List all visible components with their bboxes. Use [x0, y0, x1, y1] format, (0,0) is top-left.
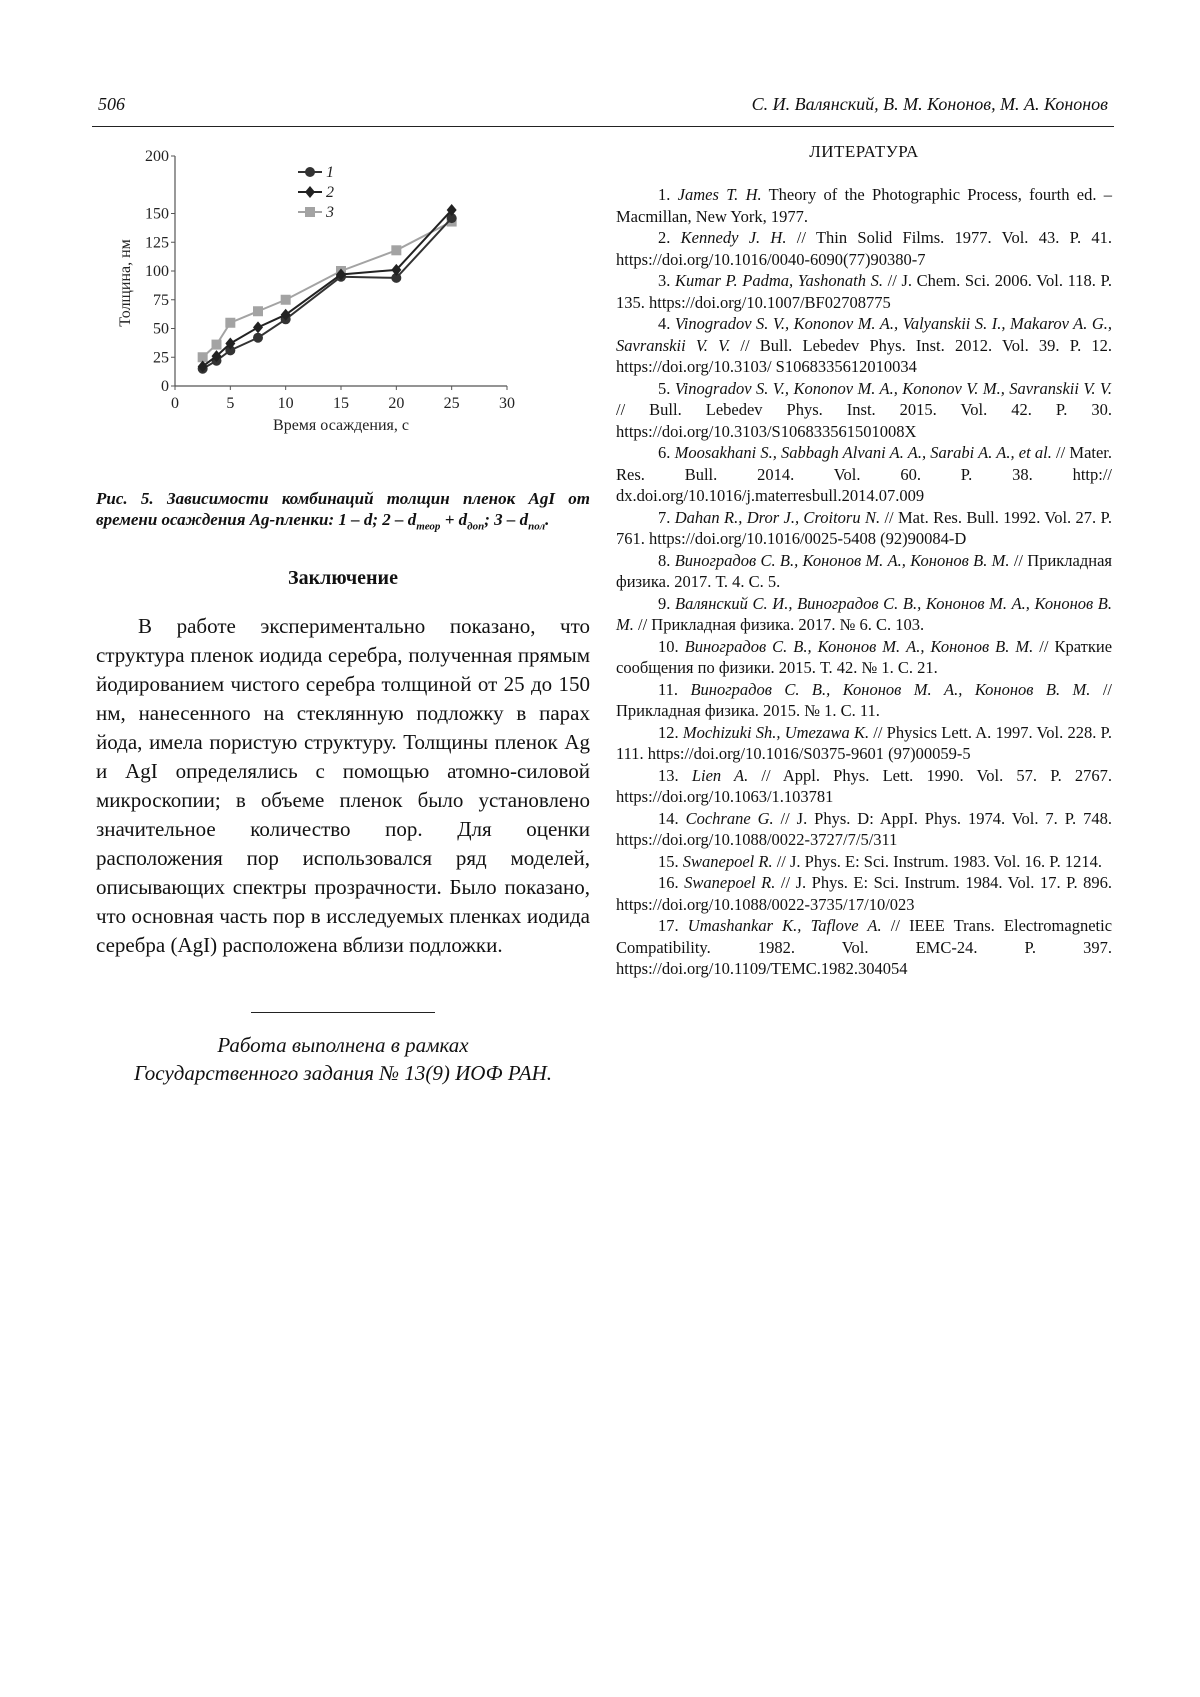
- reference-number: 12.: [658, 722, 683, 742]
- caption-text: + d: [440, 510, 468, 529]
- reference-item: [616, 442, 1112, 507]
- y-tick-label: 75: [153, 291, 169, 309]
- page-number: 506: [98, 94, 125, 114]
- page-header: [92, 88, 1114, 127]
- y-tick-label: 25: [153, 349, 169, 367]
- reference-authors: Vinogradov S. V., Kononov M. A., Kononov V. M., Savranskii V. V.: [674, 378, 1112, 398]
- funding-line-1: Работа выполнена в рамках: [217, 1033, 469, 1058]
- reference-item: [616, 593, 1112, 636]
- reference-number: 11.: [658, 679, 691, 699]
- reference-item: [616, 184, 1112, 227]
- reference-number: 6.: [658, 443, 675, 462]
- reference-authors: Vinogradov S. V., Kononov M. A., Valyanskii S. I., Makarov A. G., Savranskii V. V.: [616, 314, 1113, 355]
- reference-number: 15.: [658, 851, 683, 871]
- legend-entry-3: [298, 204, 334, 221]
- x-tick-label: 25: [443, 395, 460, 412]
- reference-authors: Валянский С. И., Виноградов С. В., Кононов М. А., Кононов В. М.: [616, 593, 1112, 634]
- reference-item: [616, 227, 1112, 270]
- reference-number: 7.: [658, 507, 675, 527]
- y-axis-label: Толщина, нм: [117, 239, 134, 327]
- x-tick-label: 20: [388, 395, 405, 412]
- reference-source: // Mater. Res. Bull. 2014. Vol. 60. P. 38. http:// dx.doi.org/10.1016/j.materresbull.2014.07.009: [616, 443, 1113, 505]
- chart-series: [198, 204, 457, 374]
- reference-source: // IEEE Trans. Electromagnetic Compatibility. 1982. Vol. EMC-24. P. 397. https://doi.org/10.1109/TEMC.1982.304054: [616, 916, 1113, 978]
- legend-marker: [305, 167, 315, 177]
- reference-source: // Appl. Phys. Lett. 1990. Vol. 57. P. 2767. https://doi.org/10.1063/1.103781: [616, 765, 1112, 806]
- caption-subscript: пол: [528, 520, 546, 533]
- reference-source: Theory of the Photographic Process, fourth ed. – Macmillan, New York, 1977.: [616, 185, 1112, 226]
- references-list: [616, 184, 1112, 980]
- funding-note: [96, 1031, 590, 1087]
- caption-text: Рис. 5. Зависимости комбинаций толщин пленок AgI от времени осаждения Ag-пленки: 1 – d; 2 – d: [96, 489, 590, 529]
- reference-authors: James T. H.: [677, 185, 762, 204]
- reference-item: [616, 313, 1112, 378]
- y-tick-label: 125: [145, 234, 169, 252]
- reference-source: // J. Chem. Sci. 2006. Vol. 118. P. 135. https://doi.org/10.1007/BF02708775: [616, 271, 1112, 312]
- reference-source: // Прикладная физика. 2017. Т. 4. С. 5.: [616, 550, 1112, 591]
- reference-number: 9.: [658, 593, 675, 613]
- section-title-conclusion: Заключение: [288, 567, 398, 590]
- footnote-divider: [251, 1012, 435, 1013]
- legend-entry-1: [298, 164, 334, 181]
- reference-item: [616, 636, 1112, 679]
- reference-authors: Mochizuki Sh., Umezawa K.: [682, 722, 870, 742]
- reference-item: [616, 550, 1112, 593]
- reference-item: [616, 872, 1112, 915]
- x-tick-label: 10: [277, 395, 294, 412]
- reference-source: // Thin Solid Films. 1977. Vol. 43. P. 41. https://doi.org/10.1016/0040-6090(77)90380-7: [616, 228, 1113, 269]
- caption-text: .: [545, 510, 550, 529]
- reference-item: [616, 808, 1112, 851]
- reference-authors: Swanepoel R.: [682, 851, 773, 871]
- data-point: [391, 245, 401, 255]
- reference-number: 2.: [658, 228, 681, 247]
- funding-line-2: Государственного задания № 13(9) ИОФ РАН.: [133, 1061, 553, 1086]
- reference-source: // Mat. Res. Bull. 1992. Vol. 27. P. 761. https://doi.org/10.1016/0025-5408 (92)90084-D: [616, 507, 1113, 548]
- legend-marker: [305, 186, 315, 198]
- legend-label: 3: [326, 204, 334, 221]
- reference-source: // Прикладная физика. 2015. № 1. С. 11.: [616, 679, 1112, 720]
- data-point: [212, 340, 222, 350]
- reference-source: // Physics Lett. A. 1997. Vol. 228. P. 111. https://doi.org/10.1016/S0375-9601 (97)00059-5: [616, 722, 1113, 763]
- reference-authors: Lien A.: [691, 765, 749, 785]
- reference-item: [616, 679, 1112, 722]
- caption-subscript: теор: [416, 520, 441, 533]
- reference-source: // Bull. Lebedev Phys. Inst. 2012. Vol. 39. P. 12. https://doi.org/10.3103/ S106833561201003​4: [616, 335, 1113, 376]
- reference-authors: Moosakhani S., Sabbagh Alvani A. A., Sarabi A. A., et al.: [674, 443, 1052, 462]
- reference-source: // Краткие сообщения по физики. 2015. Т. 42. № 1. С. 21.: [616, 636, 1113, 677]
- y-tick-label: 200: [145, 148, 169, 165]
- reference-item: [616, 270, 1112, 313]
- reference-authors: Виноградов С. В., Кононов М. А., Кононов В. М.: [690, 679, 1091, 699]
- data-point: [253, 306, 263, 316]
- reference-authors: Dahan R., Dror J., Croitoru N.: [674, 507, 881, 527]
- reference-source: // J. Phys. E: Sci. Instrum. 1983. Vol. 16. P. 1214.: [772, 851, 1103, 871]
- reference-source: // J. Phys. D: AppI. Phys. 1974. Vol. 7. P. 748. https://doi.org/10.1088/0022-3727/7/5/311: [616, 808, 1112, 849]
- reference-number: 3.: [658, 271, 676, 290]
- conclusion-paragraph: В работе экспериментально показано, что структура пленок иодида серебра, полученная прямым йодированием чистого серебра толщиной от 25 до 150 нм, нанесенного на стеклянную подложку в парах йода, имела пористую структуру. Толщины пленок Ag и AgI определялись с помощью атомно-силовой микроскопии; в объеме пленок было установлено значительное количество пор. Для оценки расположения пор использовался ряд моделей, описывающих спектры прозрачности. Было показано, что основная часть пор в исследуемых пленках иодида серебра (AgI) расположена вблизи подложки.: [96, 614, 590, 958]
- reference-authors: Cochrane G.: [685, 808, 774, 828]
- reference-number: 4.: [658, 314, 675, 333]
- reference-authors: Виноградов С. В., Кононов М. А., Кононов В. М.: [684, 636, 1034, 656]
- reference-source: // Bull. Lebedev Phys. Inst. 2015. Vol. 42. P. 30. https://doi.org/10.3103/S106833561501008X: [616, 400, 1112, 441]
- reference-source: // Прикладная физика. 2017. № 6. С. 103.: [633, 615, 925, 634]
- reference-item: [616, 507, 1112, 550]
- reference-item: [616, 378, 1112, 443]
- x-tick-label: 0: [171, 395, 179, 412]
- y-tick-label: 50: [153, 320, 169, 338]
- reference-number: 8.: [658, 550, 675, 570]
- legend-label: 1: [326, 164, 334, 181]
- x-tick-label: 5: [226, 395, 235, 412]
- reference-item: [616, 851, 1112, 873]
- figure-caption: [96, 488, 590, 537]
- figure-5-chart: [96, 140, 590, 480]
- legend-entry-2: [298, 184, 334, 201]
- reference-authors: Swanepoel R.: [684, 873, 776, 892]
- reference-number: 5.: [658, 378, 675, 398]
- caption-text: ; 3 – d: [484, 510, 529, 529]
- x-tick-label: 30: [499, 395, 515, 412]
- running-head-authors: С. И. Валянский, В. М. Кононов, М. А. Кононов: [751, 94, 1108, 114]
- reference-number: 17.: [658, 916, 688, 935]
- reference-authors: Umashankar K., Taflove A.: [687, 916, 882, 935]
- reference-source: // J. Phys. E: Sci. Instrum. 1984. Vol. 17. P. 896. https://doi.org/10.1088/0022-3735/17/10/023: [616, 873, 1112, 914]
- reference-number: 1.: [658, 185, 678, 204]
- data-point: [253, 321, 263, 333]
- series-1: [198, 213, 457, 374]
- reference-item: [616, 915, 1112, 980]
- caption-subscript: доп: [467, 520, 485, 533]
- reference-number: 13.: [658, 765, 692, 785]
- reference-number: 10.: [658, 636, 685, 656]
- x-axis-label: Время осаждения, с: [273, 417, 409, 434]
- data-point: [253, 333, 263, 343]
- data-point: [225, 318, 235, 328]
- reference-authors: Kumar P. Padma, Yashonath S.: [675, 271, 883, 290]
- reference-number: 14.: [658, 808, 686, 828]
- right-column: [616, 140, 1112, 980]
- y-tick-label: 100: [145, 263, 169, 280]
- references-title: ЛИТЕРАТУРА: [809, 142, 919, 161]
- left-column: [96, 140, 590, 1087]
- reference-number: 16.: [658, 873, 685, 892]
- legend-label: 2: [326, 184, 334, 201]
- reference-authors: Kennedy J. H.: [680, 228, 787, 247]
- chart-svg: [96, 140, 590, 480]
- reference-item: [616, 765, 1112, 808]
- reference-item: [616, 722, 1112, 765]
- y-tick-label: 150: [145, 205, 169, 223]
- y-tick-label: 0: [161, 378, 169, 395]
- legend-marker: [305, 207, 315, 217]
- data-point: [281, 295, 291, 305]
- x-tick-label: 15: [333, 395, 349, 412]
- reference-authors: Виноградов С. В., Кононов М. А., Кононов В. М.: [674, 550, 1010, 570]
- chart-legend: [298, 164, 334, 221]
